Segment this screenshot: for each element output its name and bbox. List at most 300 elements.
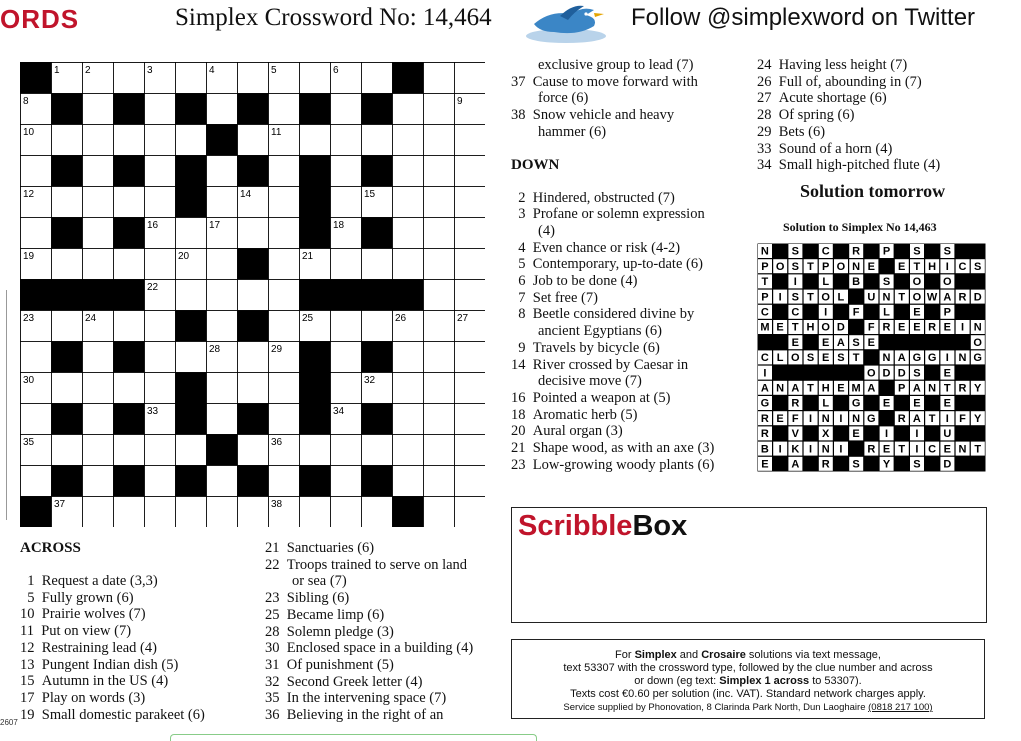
clue-continuation: or sea (7) (292, 573, 347, 590)
grid-cell[interactable] (455, 280, 486, 311)
grid-cell[interactable] (145, 187, 176, 218)
previous-solution-grid (757, 243, 987, 473)
grid-cell[interactable] (176, 63, 207, 94)
crossword-title: Simplex Crossword No: 14,464 (175, 4, 492, 31)
clue-item: 34 Small high-pitched flute (4) (757, 157, 941, 174)
grid-cell[interactable] (455, 466, 486, 497)
solution-letter: O (867, 367, 876, 380)
clue-item: 6 Job to be done (4) (511, 273, 638, 290)
grid-cell[interactable] (455, 404, 486, 435)
grid-cell[interactable] (393, 94, 424, 125)
clue-number: 36 (271, 437, 283, 448)
grid-cell[interactable] (176, 497, 207, 528)
solution-letter: S (974, 260, 982, 273)
grid-cell[interactable] (207, 466, 238, 497)
clue-item: 21 Shape wood, as with an axe (3) (511, 440, 715, 457)
grid-cell[interactable] (52, 187, 83, 218)
across-clues-column-1 (20, 540, 205, 723)
grid-cell[interactable] (207, 156, 238, 187)
grid-cell[interactable] (393, 466, 424, 497)
solution-letter: T (898, 443, 906, 456)
grid-cell[interactable] (114, 249, 145, 280)
clue-item: 11 Put on view (7) (20, 623, 132, 640)
clue-continuation: exclusive group to lead (7) (538, 57, 694, 73)
solution-letter: C (760, 306, 769, 319)
grid-cell[interactable] (238, 218, 269, 249)
grid-cell[interactable] (52, 435, 83, 466)
solution-letter: I (778, 291, 782, 304)
grid-cell[interactable] (300, 63, 331, 94)
solution-letter: H (821, 382, 830, 395)
black-square (300, 373, 331, 404)
solution-letter: Y (882, 458, 891, 471)
grid-cell[interactable] (424, 404, 455, 435)
clue-item: 28 Solemn pledge (3) (265, 623, 394, 640)
grid-cell[interactable] (424, 63, 455, 94)
clue-item: 7 Set free (7) (511, 289, 598, 306)
solution-letter: I (839, 443, 843, 456)
solution-letter: C (821, 245, 830, 258)
grid-cell[interactable] (331, 125, 362, 156)
solution-letter: D (836, 321, 845, 334)
solution-letter: D (882, 367, 891, 380)
solution-letter: R (897, 412, 906, 425)
clue-item: 36 Believing in the right of an (265, 707, 444, 724)
solution-letter: E (943, 321, 951, 334)
solution-letter: I (808, 412, 813, 425)
solution-letter: T (761, 276, 769, 289)
grid-cell[interactable] (393, 187, 424, 218)
grid-cell[interactable] (145, 94, 176, 125)
grid-cell[interactable] (300, 125, 331, 156)
solution-letter: T (974, 443, 982, 456)
clue-number: 16 (147, 220, 159, 231)
solution-letter: S (806, 352, 815, 365)
clue-continuation: hammer (6) (538, 123, 607, 140)
grid-cell[interactable] (331, 94, 362, 125)
clue-item: 9 Travels by bicycle (6) (511, 339, 660, 356)
black-square (21, 280, 52, 311)
clue-number: 4 (209, 65, 215, 76)
clue-item: 16 Pointed a weapon at (5) (511, 389, 671, 406)
black-square (300, 342, 331, 373)
solution-letter: F (867, 321, 875, 334)
grid-cell[interactable] (52, 311, 83, 342)
solution-letter: O (943, 276, 952, 289)
grid-cell[interactable] (238, 125, 269, 156)
grid-cell[interactable] (269, 249, 300, 280)
solution-letter: A (912, 412, 921, 425)
phone-number-link[interactable]: (0818 217 100) (868, 702, 933, 713)
grid-cell[interactable] (455, 156, 486, 187)
solution-letter: N (958, 443, 967, 456)
black-square (362, 218, 393, 249)
grid-cell[interactable] (331, 497, 362, 528)
clue-number: 15 (364, 189, 376, 200)
grid-cell[interactable] (331, 187, 362, 218)
grid-cell[interactable] (83, 404, 114, 435)
solution-letter: T (913, 260, 921, 273)
solution-letter: R (958, 382, 967, 395)
clue-item: 22 Troops trained to serve on land (265, 556, 468, 573)
grid-cell[interactable] (238, 280, 269, 311)
grid-cell[interactable] (83, 466, 114, 497)
solution-letter: O (821, 291, 830, 304)
black-square (114, 156, 145, 187)
grid-cell[interactable] (114, 373, 145, 404)
grid-cell[interactable] (362, 63, 393, 94)
twitter-bird-icon (520, 2, 612, 51)
grid-cell[interactable] (176, 435, 207, 466)
grid-cell[interactable] (331, 435, 362, 466)
clue-continuation: force (6) (538, 90, 589, 107)
solution-letter: N (821, 412, 830, 425)
grid-cell[interactable] (83, 218, 114, 249)
solution-letter: E (867, 260, 875, 273)
grid-cell[interactable] (21, 404, 52, 435)
solution-letter: T (928, 412, 936, 425)
scribble-box[interactable] (511, 507, 987, 623)
clue-item: 38 Snow vehicle and heavy (511, 107, 675, 124)
grid-cell[interactable] (238, 63, 269, 94)
grid-cell[interactable] (393, 404, 424, 435)
black-square (238, 156, 269, 187)
grid-cell[interactable] (393, 125, 424, 156)
grid-cell[interactable] (83, 342, 114, 373)
grid-cell[interactable] (238, 342, 269, 373)
clue-number: 1 (54, 65, 60, 76)
black-square (238, 94, 269, 125)
clue-item: 4 Even chance or risk (4-2) (511, 239, 681, 256)
grid-cell[interactable] (455, 373, 486, 404)
solution-letter: Y (974, 382, 982, 395)
grid-cell[interactable] (176, 218, 207, 249)
black-square (393, 497, 424, 528)
grid-cell[interactable] (114, 311, 145, 342)
grid-cell[interactable] (424, 94, 455, 125)
black-square (114, 466, 145, 497)
clue-item: 30 Enclosed space in a building (4) (265, 640, 474, 657)
grid-cell[interactable] (269, 218, 300, 249)
grid-cell[interactable] (83, 435, 114, 466)
clue-number: 10 (23, 127, 35, 138)
solution-letter: A (897, 352, 906, 365)
solution-letter: C (760, 352, 769, 365)
grid-cell[interactable] (145, 125, 176, 156)
grid-cell[interactable] (21, 218, 52, 249)
grid-cell[interactable] (455, 435, 486, 466)
grid-cell[interactable] (145, 249, 176, 280)
solution-letter: S (791, 260, 799, 273)
grid-cell[interactable] (269, 280, 300, 311)
grid-cell[interactable] (114, 435, 145, 466)
solution-letter: D (897, 367, 906, 380)
solution-letter: N (760, 245, 769, 258)
solution-letter: P (943, 306, 951, 319)
grid-cell[interactable] (455, 125, 486, 156)
solution-letter: A (943, 291, 952, 304)
grid-cell[interactable] (362, 435, 393, 466)
text-message-notice: For Simplex and Crosaire solutions via text message, text 53307 with the crossword type, followed by the clue number and across or down (eg text: Simplex 1 across to 53307). Texts cost €0.60 per solution (inc. VAT). Standard network charges apply. Service supplied by Phonovation, 8 Clarinda Park North, Dun Laoghaire (0818 217 100) (511, 639, 985, 719)
grid-cell[interactable] (269, 373, 300, 404)
solution-letter: P (761, 260, 769, 273)
grid-cell[interactable] (83, 125, 114, 156)
solution-letter: S (852, 458, 860, 471)
black-square (207, 125, 238, 156)
clue-number: 8 (23, 96, 29, 107)
grid-cell[interactable] (207, 280, 238, 311)
solution-letter: S (791, 291, 799, 304)
grid-cell[interactable] (269, 94, 300, 125)
grid-cell[interactable] (83, 187, 114, 218)
newspaper-brand: ORDS (0, 4, 80, 34)
grid-cell[interactable] (207, 497, 238, 528)
grid-cell[interactable] (207, 94, 238, 125)
grid-cell[interactable] (114, 125, 145, 156)
grid-cell[interactable] (21, 156, 52, 187)
solution-letter: T (898, 291, 906, 304)
grid-cell[interactable] (424, 218, 455, 249)
solution-letter: S (837, 352, 845, 365)
solution-letter: N (958, 352, 967, 365)
grid-cell[interactable] (21, 342, 52, 373)
grid-cell[interactable] (455, 342, 486, 373)
grid-cell[interactable] (238, 373, 269, 404)
black-square (52, 94, 83, 125)
clue-item: 13 Pungent Indian dish (5) (20, 656, 179, 673)
clue-item: 33 Sound of a horn (4) (757, 140, 893, 157)
solution-letter: U (867, 291, 876, 304)
grid-cell[interactable] (362, 311, 393, 342)
clue-item: 27 Acute shortage (6) (757, 90, 887, 107)
clue-number: 6 (333, 65, 339, 76)
black-square (114, 404, 145, 435)
solution-letter: R (867, 443, 876, 456)
twitter-follow-text[interactable]: Follow @simplexword on Twitter (631, 4, 976, 31)
black-square (21, 497, 52, 528)
solution-letter: O (775, 260, 785, 273)
grid-cell[interactable] (455, 187, 486, 218)
black-square (362, 94, 393, 125)
across-clues-column-3 (511, 57, 714, 473)
clue-number: 26 (395, 313, 407, 324)
solution-letter: S (882, 276, 891, 289)
solution-letter: O (912, 276, 922, 289)
solution-letter: S (791, 245, 799, 258)
grid-cell[interactable] (83, 94, 114, 125)
clue-item: 23 Low-growing woody plants (6) (511, 456, 715, 473)
clue-item: 12 Restraining lead (4) (20, 639, 157, 656)
grid-cell[interactable] (114, 497, 145, 528)
grid-cell[interactable] (207, 373, 238, 404)
previous-solution-title: Solution to Simplex No 14,463 (783, 220, 937, 234)
solution-letter: T (807, 291, 814, 304)
clue-item: 35 In the intervening space (7) (265, 690, 447, 707)
grid-cell[interactable] (83, 249, 114, 280)
grid-cell[interactable] (331, 156, 362, 187)
grid-cell[interactable] (83, 373, 114, 404)
solution-letter: S (852, 336, 860, 349)
grid-cell[interactable] (455, 218, 486, 249)
grid-cell[interactable] (145, 466, 176, 497)
grid-cell[interactable] (145, 311, 176, 342)
clue-number: 13 (178, 189, 190, 200)
grid-cell[interactable] (52, 125, 83, 156)
grid-cell[interactable] (145, 342, 176, 373)
solution-letter: A (791, 382, 800, 395)
solution-letter: O (836, 260, 846, 273)
clue-number: 5 (271, 65, 277, 76)
grid-cell[interactable] (331, 249, 362, 280)
solution-letter: T (852, 352, 860, 365)
grid-cell[interactable] (424, 435, 455, 466)
grid-cell[interactable] (176, 125, 207, 156)
solution-letter: E (943, 367, 951, 380)
solution-letter: F (959, 412, 966, 425)
solution-letter: L (822, 276, 830, 289)
clue-item: 5 Contemporary, up-to-date (6) (511, 256, 703, 273)
grid-cell[interactable] (114, 63, 145, 94)
black-square (362, 404, 393, 435)
clue-number: 12 (23, 189, 35, 200)
grid-cell[interactable] (362, 249, 393, 280)
grid-cell[interactable] (83, 497, 114, 528)
grid-cell[interactable] (331, 466, 362, 497)
grid-cell[interactable] (331, 311, 362, 342)
grid-cell[interactable] (424, 280, 455, 311)
down-clues-column-4 (757, 57, 940, 174)
solution-letter: G (867, 412, 876, 425)
clue-item: 5 Fully grown (6) (20, 589, 134, 606)
solution-letter: T (807, 382, 814, 395)
grid-cell[interactable] (145, 373, 176, 404)
black-square (300, 280, 331, 311)
black-square (238, 249, 269, 280)
black-square (207, 435, 238, 466)
grid-cell[interactable] (176, 342, 207, 373)
grid-cell[interactable] (455, 249, 486, 280)
across-clues-column-2 (265, 540, 473, 724)
grid-cell[interactable] (269, 187, 300, 218)
grid-cell[interactable] (145, 497, 176, 528)
grid-cell[interactable] (455, 63, 486, 94)
solution-letter: R (958, 291, 967, 304)
grid-cell[interactable] (424, 342, 455, 373)
solution-letter: E (822, 352, 830, 365)
clue-item: 19 Small domestic parakeet (6) (20, 706, 205, 723)
black-square (52, 156, 83, 187)
grid-cell[interactable] (21, 466, 52, 497)
solution-letter: N (776, 382, 785, 395)
solution-letter: F (852, 306, 860, 319)
clue-item: 2 Hindered, obstructed (7) (511, 189, 675, 206)
black-square (300, 187, 331, 218)
grid-cell[interactable] (393, 342, 424, 373)
grid-cell[interactable] (424, 156, 455, 187)
grid-cell[interactable] (207, 404, 238, 435)
grid-cell[interactable] (114, 187, 145, 218)
grid-cell[interactable] (362, 497, 393, 528)
grid-cell[interactable] (424, 249, 455, 280)
grid-cell[interactable] (238, 497, 269, 528)
grid-cell[interactable] (424, 125, 455, 156)
black-square (331, 280, 362, 311)
black-square (52, 280, 83, 311)
solution-letter: G (760, 397, 770, 410)
solution-letter: B (760, 443, 769, 456)
solution-letter: A (760, 382, 769, 395)
grid-cell[interactable] (145, 156, 176, 187)
clue-item: 26 Full of, abounding in (7) (757, 73, 922, 90)
clue-number: 37 (54, 499, 66, 510)
solution-letter: N (882, 291, 891, 304)
grid-cell[interactable] (207, 249, 238, 280)
grid-cell[interactable] (331, 342, 362, 373)
solution-letter: S (913, 367, 921, 380)
grid-cell[interactable] (145, 435, 176, 466)
grid-cell[interactable] (331, 373, 362, 404)
grid-cell[interactable] (393, 249, 424, 280)
grid-cell[interactable] (238, 435, 269, 466)
solution-letter: I (945, 412, 949, 425)
solution-letter: M (851, 382, 861, 395)
across-heading: ACROSS (20, 540, 81, 556)
solution-letter: M (760, 321, 770, 334)
solution-letter: R (928, 321, 937, 334)
black-square (300, 156, 331, 187)
grid-cell[interactable] (52, 373, 83, 404)
grid-cell[interactable] (424, 311, 455, 342)
grid-cell[interactable] (207, 311, 238, 342)
clue-item: 23 Sibling (6) (265, 590, 350, 607)
grid-cell[interactable] (455, 497, 486, 528)
grid-cell[interactable] (269, 466, 300, 497)
clue-item: 24 Having less height (7) (757, 57, 908, 73)
grid-cell[interactable] (269, 156, 300, 187)
black-square (362, 280, 393, 311)
grid-cell[interactable] (424, 373, 455, 404)
black-square (114, 94, 145, 125)
clue-item: 32 Second Greek letter (4) (265, 673, 423, 690)
grid-cell[interactable] (424, 497, 455, 528)
grid-cell[interactable] (269, 311, 300, 342)
grid-cell[interactable] (393, 156, 424, 187)
grid-cell[interactable] (207, 187, 238, 218)
grid-cell[interactable] (300, 435, 331, 466)
grid-cell[interactable] (393, 435, 424, 466)
clue-item: 21 Sanctuaries (6) (265, 540, 375, 556)
grid-cell[interactable] (176, 280, 207, 311)
grid-cell[interactable] (52, 249, 83, 280)
grid-cell[interactable] (269, 404, 300, 435)
solution-letter: W (926, 291, 938, 304)
clue-item: 18 Aromatic herb (5) (511, 406, 638, 423)
solution-letter: I (839, 412, 843, 425)
black-square (393, 280, 424, 311)
grid-cell[interactable] (424, 187, 455, 218)
solution-letter: Y (974, 412, 982, 425)
grid-cell[interactable] (393, 218, 424, 249)
solution-letter: N (821, 443, 830, 456)
grid-cell[interactable] (83, 156, 114, 187)
grid-cell[interactable] (424, 466, 455, 497)
clue-number: 35 (23, 437, 35, 448)
grid-cell[interactable] (300, 497, 331, 528)
grid-cell[interactable] (362, 125, 393, 156)
grid-cell[interactable] (393, 373, 424, 404)
black-square (300, 218, 331, 249)
solution-letter: I (945, 260, 949, 273)
